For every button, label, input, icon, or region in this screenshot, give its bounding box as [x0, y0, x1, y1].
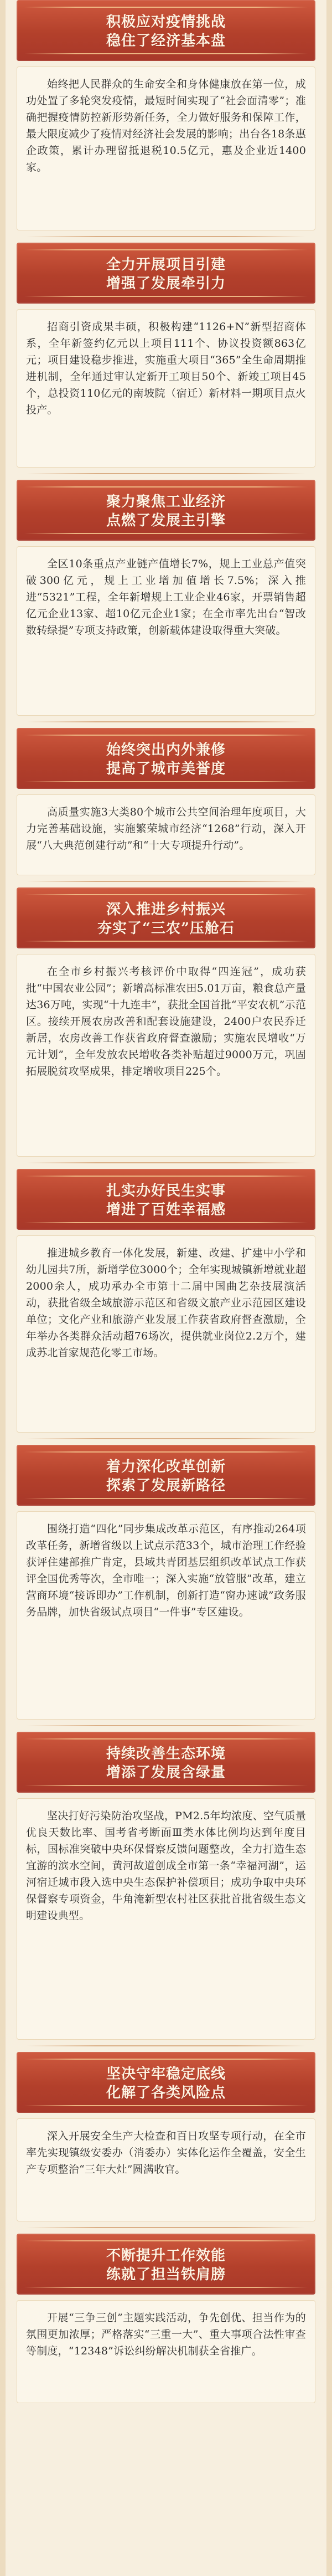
section-paragraph: 开展“三争三创”主题实践活动，争先创优、担当作为的氛围更加浓厚；严格落实“三重一大”、重大事项合法性审查等制度，“12348”诉讼纠纷解决机制获全省推广。	[26, 2312, 306, 2357]
section-paragraph: 全区10条重点产业链产值增长7%，规上工业总产值突破300亿元，规上工业增加值增长7.5%；深入推进“5321”工程，全年新增规上工业企业46家，开票销售超亿元企业13家、超10亿元企业1家；在全市率先出台“智改数转绿提”专项支持政策，创新载体建设取得重大突破。	[26, 558, 306, 637]
section-divider	[27, 1725, 305, 1726]
section-header	[17, 2234, 315, 2295]
section-body	[17, 2300, 315, 2403]
section-divider	[27, 1438, 305, 1439]
section-title-line2: 增添了发展含绿量	[106, 1764, 226, 1781]
section-header	[17, 728, 315, 789]
section-body	[17, 66, 315, 230]
section-projects	[11, 243, 321, 470]
section-body	[17, 954, 315, 1157]
section-title-line2: 练就了担当铁肩膀	[106, 2266, 226, 2283]
section-body	[17, 309, 315, 468]
section-title-line2: 探索了发展新路径	[106, 1477, 226, 1494]
section-paragraph: 招商引资成果丰硕，积极构建“1126+N”新型招商体系，全年新签约亿元以上项目111个、协议投资额863亿元；项目建设稳步推进，实施重大项目“365”全生命周期推进机制，全年通过审认定新开工项目50个、新竣工项目45个，总投资110亿元的南坡院（宿迁）新材料一期项目点火投产。	[26, 321, 306, 416]
section-title-line1: 不断提升工作效能	[106, 2247, 226, 2264]
section-paragraph: 坚决打好污染防治攻坚战，PM2.5年均浓度、空气质量优良天数比率、国考省考断面Ⅲ类水体比例均达到年度目标，国标准突破中央环保督察反馈问题整改，全力打造生态宜游的滨水空间，黄河故道创成全市第一条“幸福河湖”，运河宿迁城市段入选中央生态保护补偿项目；成功争取中央环保督察专项资金，牛角淹新型农村社区获批首批省级生态文明建设典型。	[26, 1810, 306, 1922]
section-livelihood	[11, 1169, 321, 1435]
section-title-line1: 积极应对疫情挑战	[106, 14, 226, 30]
section-title-line2: 稳住了经济基本盘	[106, 33, 226, 49]
section-header	[17, 887, 315, 948]
section-header	[17, 480, 315, 541]
section-title-line1: 深入推进乡村振兴	[106, 901, 226, 918]
section-title-line2: 增进了百姓幸福感	[106, 1202, 226, 1218]
section-title-line1: 着力深化改革创新	[106, 1459, 226, 1475]
section-divider	[27, 473, 305, 474]
section-title-line1: 始终突出内外兼修	[106, 742, 226, 758]
section-paragraph: 围绕打造“四化”同步集成改革示范区，有序推动264项改革任务，新增省级以上试点示范33个，城市治理工作经验获评住建部推广肯定，县域共青团基层组织改革试点工作获评全国优秀等次，全市唯一；深入实施“放管服”改革，建立营商环境“接诉即办”工作机制，创新打造“窗办速诚”政务服务品牌，加快省级试点项目“一件事”专区建设。	[26, 1523, 306, 1618]
section-body	[17, 1235, 315, 1433]
section-header	[17, 2052, 315, 2113]
section-safety	[11, 2052, 321, 2224]
section-title-line1: 坚决守牢稳定底线	[106, 2066, 226, 2082]
section-body	[17, 2118, 315, 2221]
section-title-line1: 聚力聚焦工业经济	[106, 494, 226, 510]
section-header	[17, 1732, 315, 1793]
section-divider	[27, 721, 305, 722]
section-title-line1: 持续改善生态环境	[106, 1746, 226, 1762]
section-header	[17, 1445, 315, 1506]
section-body	[17, 546, 315, 716]
section-header	[17, 243, 315, 304]
section-title-line2: 夯实了“三农”压舱石	[97, 920, 235, 937]
section-divider	[27, 1162, 305, 1163]
section-paragraph: 始终把人民群众的生命安全和身体健康放在第一位，成功处置了多轮突发疫情，最短时间实现了“社会面清零”；准确把握疫情防控新形势新任务，全力做好服务和保障工作，最大限度减少了疫情对经济社会发展的影响；出台各18条惠企政策，累计办理留抵退税10.5亿元，惠及企业近1400家。	[26, 78, 306, 173]
section-title-line1: 扎实办好民生实事	[106, 1183, 226, 1199]
section-economy	[11, 0, 321, 233]
section-paragraph: 高质量实施3大类80个城市公共空间治理年度项目，大力完善基础设施，实施繁荣城市经济“1268”行动，深入开展“八大典范创建行动”和“十大专项提升行动”。	[26, 806, 306, 851]
section-efficiency	[11, 2234, 321, 2405]
section-header	[17, 1169, 315, 1230]
section-divider	[27, 2045, 305, 2046]
section-reform	[11, 1445, 321, 1722]
section-divider	[27, 881, 305, 882]
section-title-line2: 提高了城市美誉度	[106, 761, 226, 777]
section-industry	[11, 480, 321, 718]
section-title-line2: 增强了发展牵引力	[106, 275, 226, 292]
section-ecology	[11, 1732, 321, 2042]
section-body	[17, 794, 315, 875]
section-divider	[27, 236, 305, 237]
section-body	[17, 1798, 315, 2040]
section-title-line2: 点燃了发展主引擎	[106, 512, 226, 529]
section-title-line2: 化解了各类风险点	[106, 2085, 226, 2101]
section-paragraph: 在全市乡村振兴考核评价中取得“四连冠”，成功获批“中国农业公园”；新增高标准农田5.01万亩，粮食总产量达36万吨，实现“十九连丰”，获批全国首批“平安农机”示范区。接续开展农房改善和配套设施建设，2400户农民乔迁新居，农房改善工作获省政府督查激励；实施农民增收“万元计划”，全年发放农民增收各类补贴超过9000万元，巩固拓展脱贫攻坚成果，排定增收项目225个。	[26, 966, 306, 1077]
section-rural	[11, 887, 321, 1159]
section-body	[17, 1511, 315, 1720]
section-city	[11, 728, 321, 878]
section-paragraph: 推进城乡教育一体化发展，新建、改建、扩建中小学和幼儿园共7所，新增学位3000个；全年实现城镇新增就业超2000余人，成功承办全市第十二届中国曲艺杂技展演活动，获批省级全域旅游示范区和省级文旅产业示范园区建设单位；文化产业和旅游产业发展工作获省政府督查激励，全年举办各类群众活动超76场次，提供就业岗位2.2万个，建成苏北首家规范化零工市场。	[26, 1247, 306, 1359]
sections-container	[11, 0, 321, 2576]
section-paragraph: 深入开展安全生产大检查和百日攻坚专项行动，在全市率先实现镇级安委办（消委办）实体化运作全覆盖，安全生产专项整治“三年大灶”圆满收官。	[26, 2130, 306, 2175]
section-divider	[27, 2227, 305, 2228]
section-header	[17, 0, 315, 61]
section-title-line1: 全力开展项目引建	[106, 256, 226, 273]
